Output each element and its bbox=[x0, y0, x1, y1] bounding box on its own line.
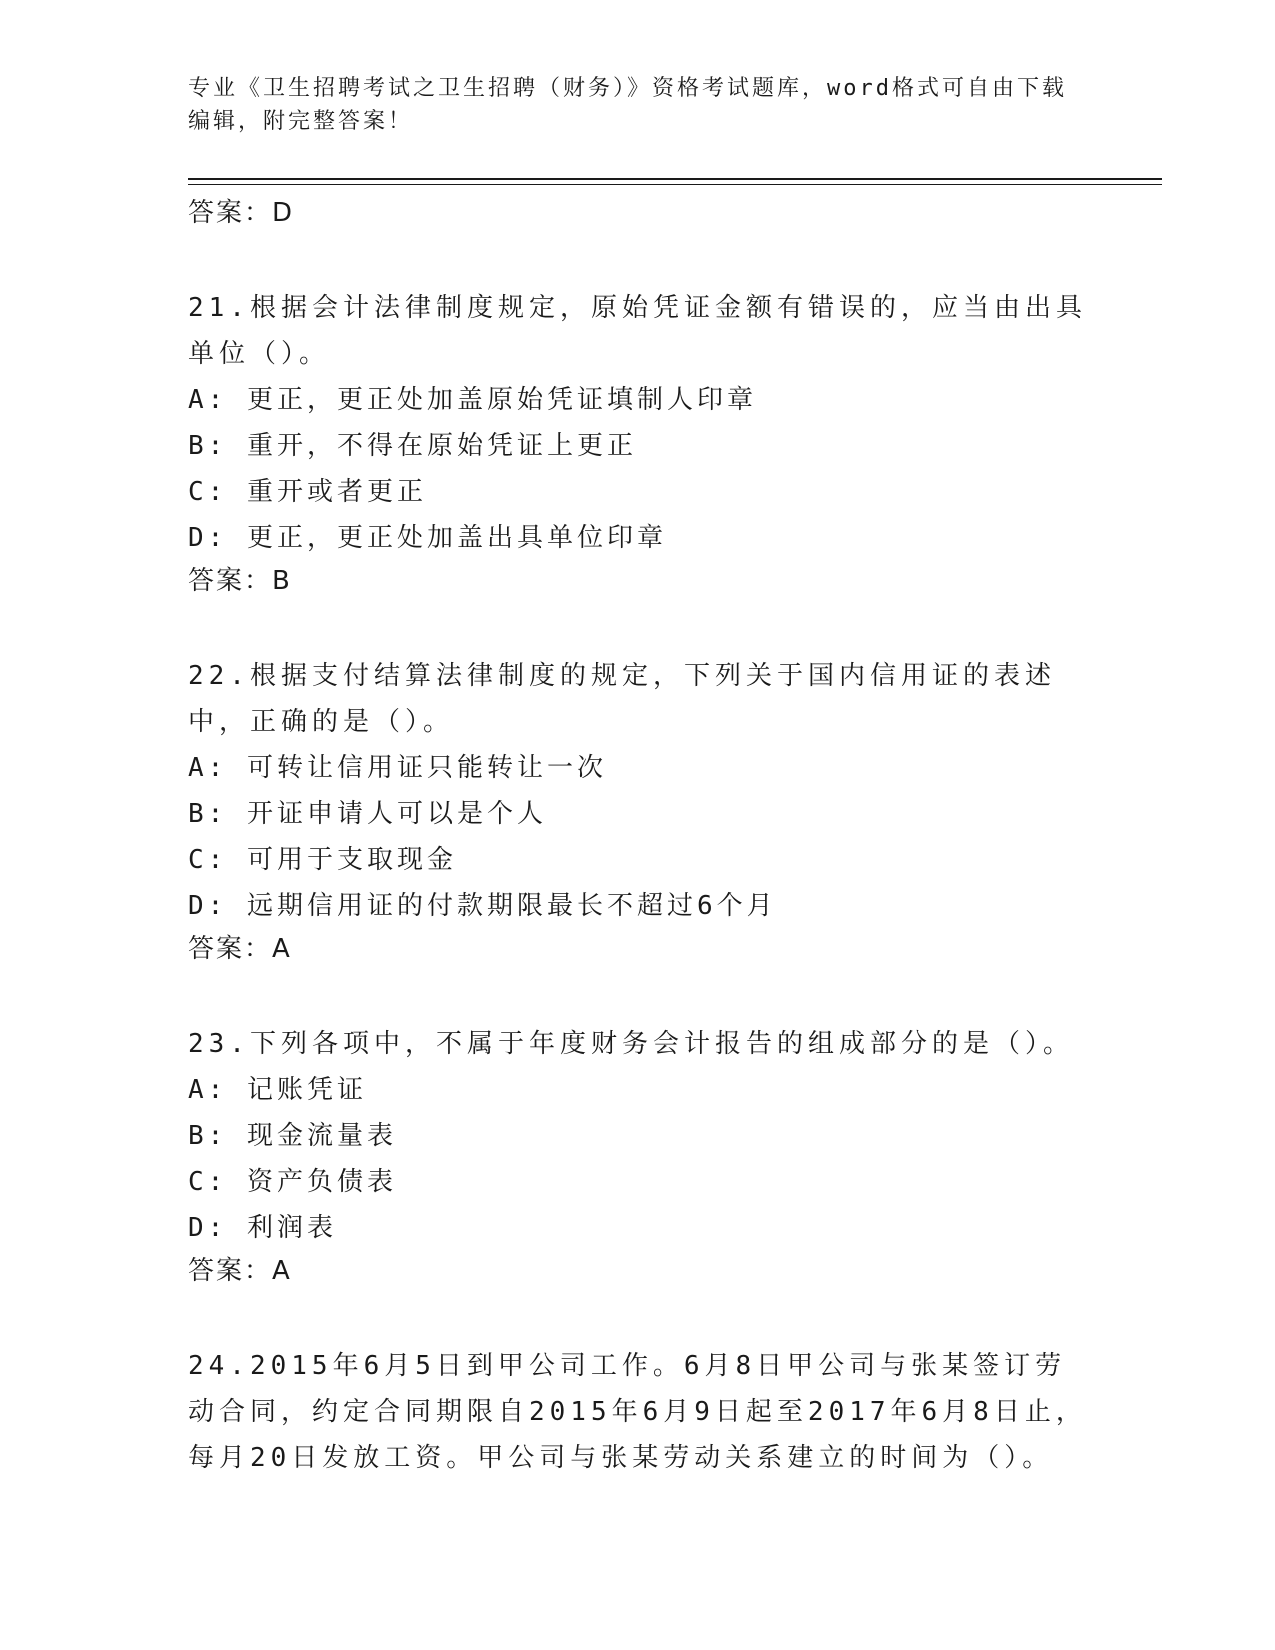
option-d: D: 更正，更正处加盖出具单位印章 bbox=[188, 523, 667, 553]
option-a: A: 可转让信用证只能转让一次 bbox=[188, 753, 607, 783]
option-b: B: 开证申请人可以是个人 bbox=[188, 799, 547, 829]
question-21 bbox=[188, 285, 1088, 601]
option-d: D: 利润表 bbox=[188, 1213, 337, 1243]
answer: 答案：A bbox=[188, 1256, 292, 1286]
question-23 bbox=[188, 1021, 1088, 1291]
answer: 答案：A bbox=[188, 934, 292, 964]
question-text: 24.2015年6月5日到甲公司工作。6月8日甲公司与张某签订劳动合同，约定合同期限自2015年6月9日起至2017年6月8日止，每月20日发放工资。甲公司与张某劳动关系建立的时间为（）。 bbox=[188, 1351, 1087, 1473]
question-text: 23.下列各项中，不属于年度财务会计报告的组成部分的是（）。 bbox=[188, 1029, 1074, 1059]
question-22 bbox=[188, 653, 1088, 969]
option-c: C: 重开或者更正 bbox=[188, 477, 427, 507]
option-b: B: 重开，不得在原始凭证上更正 bbox=[188, 431, 637, 461]
question-text: 22.根据支付结算法律制度的规定，下列关于国内信用证的表述中，正确的是（）。 bbox=[188, 661, 1056, 737]
previous-answer: 答案：D bbox=[188, 198, 295, 228]
option-d: D: 远期信用证的付款期限最长不超过6个月 bbox=[188, 891, 777, 921]
header-divider-thin bbox=[188, 184, 1162, 185]
header-text: 专业《卫生招聘考试之卫生招聘（财务）》资格考试题库，word格式可自由下载编辑，附完整答案！ bbox=[188, 76, 1067, 134]
question-list bbox=[188, 193, 1088, 1481]
option-a: A: 记账凭证 bbox=[188, 1075, 367, 1105]
question-24 bbox=[188, 1343, 1088, 1481]
option-c: C: 可用于支取现金 bbox=[188, 845, 457, 875]
answer: 答案：B bbox=[188, 566, 292, 596]
question-text: 21.根据会计法律制度规定，原始凭证金额有错误的，应当由出具单位（）。 bbox=[188, 293, 1087, 369]
option-a: A: 更正，更正处加盖原始凭证填制人印章 bbox=[188, 385, 757, 415]
header-divider-thick bbox=[188, 178, 1162, 180]
page-header bbox=[188, 72, 1088, 138]
option-b: B: 现金流量表 bbox=[188, 1121, 397, 1151]
option-c: C: 资产负债表 bbox=[188, 1167, 397, 1197]
